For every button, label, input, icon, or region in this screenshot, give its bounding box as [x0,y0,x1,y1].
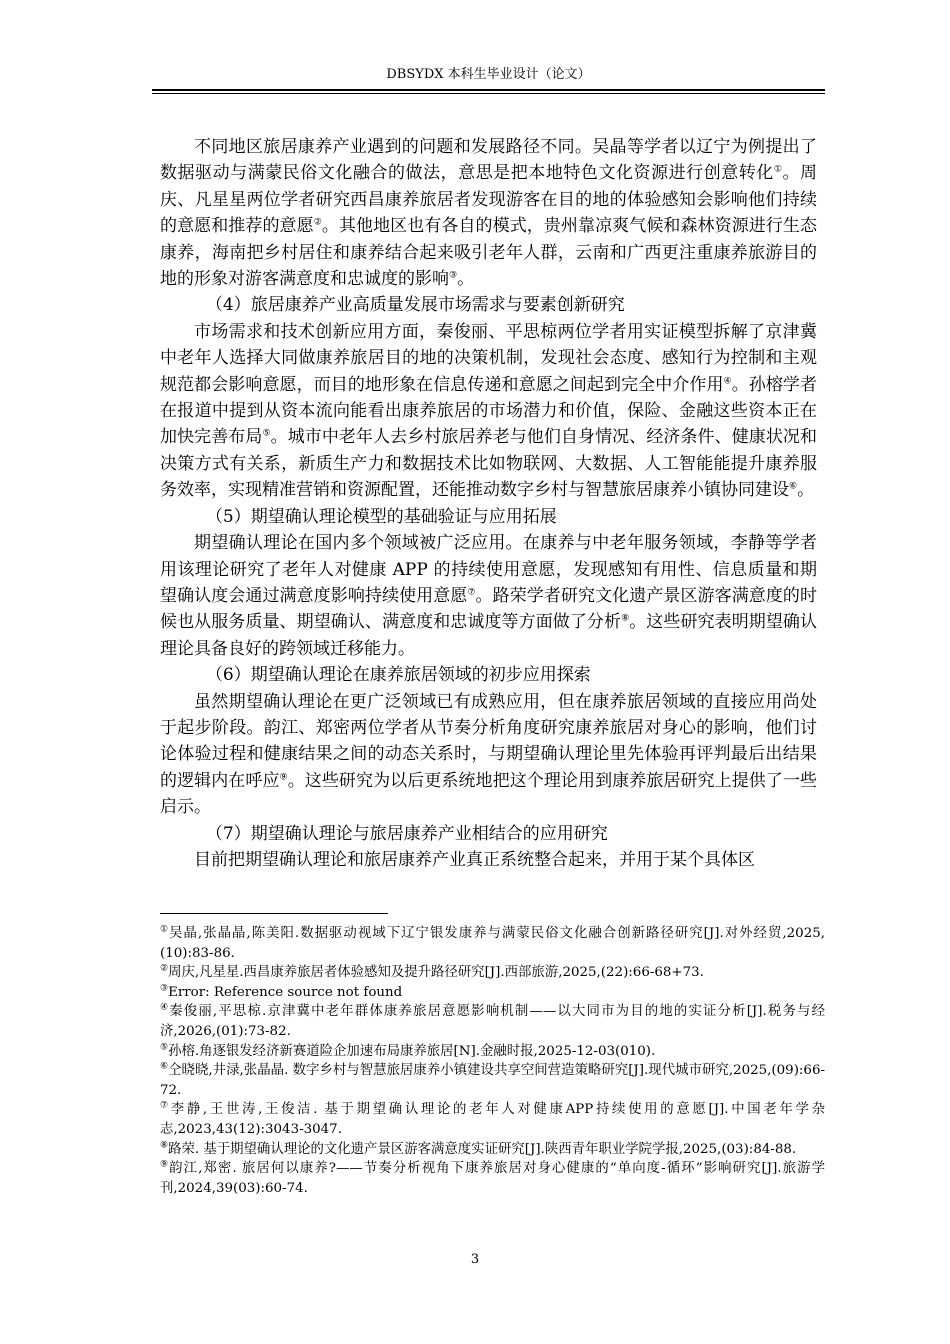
footnote-item [160,1042,825,1062]
footnote-reference-mark: ④ [723,376,732,386]
footnote-number: ② [160,963,169,974]
footnote-reference-mark: ① [773,164,783,175]
paragraph-text: 期望确认理论在国内多个领域被广泛应用。在康养与中老年服务领域，李静等学者用该理论研究了老年人对健康 APP 的持续使用意愿，发现感知有用性、信息质量和期望确认度会通过满意度影响持续使用意愿 [160,533,817,606]
paragraph-text: 不同地区旅居康养产业遇到的问题和发展路径不同。吴晶等学者以辽宁为例提出了数据驱动与满蒙民俗文化融合的做法，意思是把本地特色文化资源进行创意转化 [160,137,817,184]
footnote-number: ① [160,924,170,935]
footnote-item [160,1061,825,1100]
footnote-text: 秦俊丽,平思椋.京津冀中老年群体康养旅居意愿影响机制——以大同市为目的地的实证分析[J].税务与经济,2026,(01):73-82. [160,1004,825,1039]
footnote-reference-mark: ⑨ [279,772,288,783]
paragraph-text: 。 [457,269,475,290]
paragraph-text: （4）旅居康养产业高质量发展市场需求与要素创新研究 [205,295,625,316]
paragraph-text: （6）期望确认理论在康养旅居领域的初步应用探索 [205,665,591,686]
footnote-item [160,1159,825,1198]
paragraph-text: （5）期望确认理论模型的基础验证与应用拓展 [205,506,557,527]
footnotes [160,924,825,1198]
section-heading [160,292,817,318]
body-paragraph [160,847,817,873]
header-rule-thin [152,93,825,94]
paragraph-text: 虽然期望确认理论在更广泛领域已有成熟应用，但在康养旅居领域的直接应用尚处于起步阶段。韵江、郑密两位学者从节奏分析角度研究康养旅居对身心的影响，他们讨论体验过程和健康结果之间的动态关系时，与期望确认理论里先体验再评判最后出结果的逻辑内在呼应 [160,691,817,791]
page-number: 3 [470,1252,480,1267]
footnote-separator [160,913,388,914]
footnote-number: ③ [160,983,169,994]
paragraph-text: 市场需求和技术创新应用方面，秦俊丽、平思椋两位学者用实证模型拆解了京津冀中老年人选择大同做康养旅居目的地的决策机制，发现社会态度、感知行为控制和主观规范都会影响意愿，而目的地形象在信息传递和意愿之间起到完全中介作用 [160,321,817,395]
footnote-item [160,1002,825,1041]
paragraph-text: 。城市中老年人去乡村旅居养老与他们自身情况、经济条件、健康状况和决策方式有关系，新质生产力和数据技术比如物联网、大数据、人工智能能提升康养服务效率，实现精准营销和资源配置，还能推动数字乡村与智慧旅居康养小镇协同建设 [160,427,818,501]
paragraph-text: 。周庆、凡星星两位学者研究西昌康养旅居者发现游客在目的地的体验感知会影响他们持续的意愿和推荐的意愿 [160,163,817,237]
footnote-text: Error: Reference source not found [168,984,403,1000]
footnote-number: ⑦ [160,1100,171,1111]
footnote-item [160,1140,825,1160]
footnote-text: 吴晶,张晶晶,陈美阳.数据驱动视域下辽宁银发康养与满蒙民俗文化融合创新路径研究[J].对外经贸,2025,(10):83-86. [160,926,825,961]
footnote-reference-mark: ② [313,217,322,228]
paragraph-text: 目前把期望确认理论和旅居康养产业真正系统整合起来，并用于某个具体区 [194,849,755,870]
footnote-text: 孙榕.角逐银发经济新赛道险企加速布局康养旅居[N].金融时报,2025-12-03(010). [168,1043,656,1059]
main-body-text [160,134,817,873]
page-header: DBSYDX 本科生毕业设计（论文） [386,67,591,82]
section-heading [160,662,817,688]
section-heading [160,504,817,530]
footnote-number: ⑥ [160,1061,169,1072]
paragraph-text: 。这些研究为以后更系统地把这个理论用到康养旅居研究上提供了一些启示。 [160,770,818,818]
footnote-reference-mark: ⑤ [262,428,271,439]
section-heading [160,821,817,847]
body-paragraph [160,134,817,292]
paragraph-text: 。其他地区也有各自的模式，贵州靠凉爽气候和森林资源进行生态康养，海南把乡村居住和康养结合起来吸引老年人群，云南和广西更注重康养旅游目的地的形象对游客满意度和忠诚度的影响 [160,216,818,290]
paragraph-text: 。 [797,480,815,501]
footnote-text: 韵江,郑密. 旅居何以康养?——节奏分析视角下康养旅居对身心健康的“单向度-循环”影响研究[J].旅游学刊,2024,39(03):60-74. [160,1161,825,1196]
footnote-text: 路荣. 基于期望确认理论的文化遗产景区游客满意度实证研究[J].陕西青年职业学院学报,2025,(03):84-88. [168,1141,797,1157]
footnote-reference-mark: ⑥ [789,481,798,492]
footnote-text: 周庆,凡星星.西昌康养旅居者体验感知及提升路径研究[J].西部旅游,2025,(22):66-68+73. [168,965,704,981]
footnote-number: ⑨ [160,1159,170,1170]
paragraph-text: 。孙榕学者在报道中提到从资本流向能看出康养旅居的市场潜力和价值，保险、金融这些资本正在加快完善布局 [160,374,818,448]
footnote-number: ⑧ [160,1140,169,1151]
body-paragraph [160,319,817,504]
footnote-item [160,963,825,983]
header-rule-thick [152,89,825,91]
footnote-item [160,983,825,1003]
body-paragraph [160,530,817,662]
footnote-item [160,1100,825,1139]
paragraph-text: 。这些研究表明期望确认理论具备良好的跨领域迁移能力。 [160,612,818,659]
footnote-text: 仝晓晓,井渌,张晶晶. 数字乡村与智慧旅居康养小镇建设共享空间营造策略研究[J].现代城市研究,2025,(09):66-72. [160,1063,825,1098]
footnote-item [160,924,825,963]
footnote-reference-mark: ⑦ [467,587,476,598]
footnote-reference-mark: ③ [449,270,458,281]
footnote-text: 李静,王世涛,王俊洁. 基于期望确认理论的老年人对健康APP持续使用的意愿[J].中国老年学杂志,2023,43(12):3043-3047. [160,1102,825,1137]
footnote-reference-mark: ⑧ [621,613,630,624]
paragraph-text: 。路荣学者研究文化遗产景区游客满意度的时候也从服务质量、期望确认、满意度和忠诚度等方面做了分析 [160,585,818,633]
footnote-number: ⑤ [160,1042,169,1053]
body-paragraph [160,689,817,821]
footnote-number: ④ [160,1002,170,1013]
paragraph-text: （7）期望确认理论与旅居康养产业相结合的应用研究 [205,823,608,844]
